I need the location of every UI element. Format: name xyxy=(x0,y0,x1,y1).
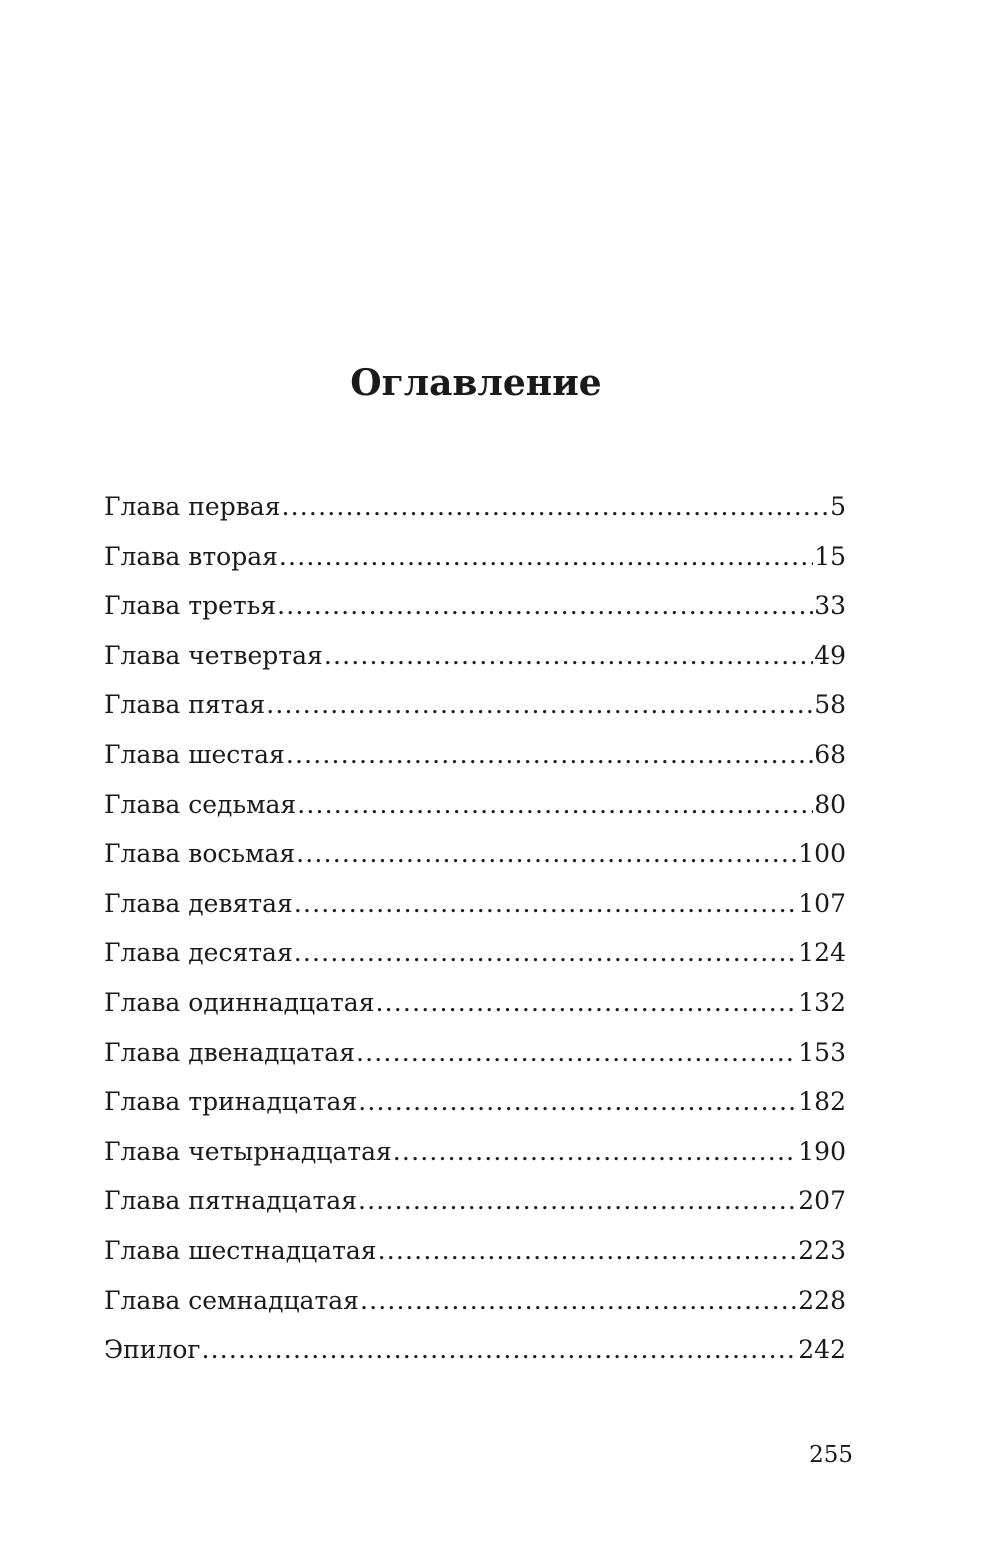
toc-entry-title: Эпилог xyxy=(104,1335,201,1365)
toc-entry-page: 207 xyxy=(798,1186,846,1216)
dot-leader xyxy=(294,928,798,978)
dot-leader xyxy=(324,631,813,681)
toc-entry-page: 182 xyxy=(798,1087,846,1117)
toc-entry-title: Глава двенадцатая xyxy=(104,1037,355,1067)
toc-entry-title: Глава тринадцатая xyxy=(104,1087,358,1117)
toc-entry[interactable] xyxy=(104,1077,846,1127)
toc-entry-page: 49 xyxy=(814,640,846,670)
toc-entry-title: Глава семнадцатая xyxy=(104,1285,359,1315)
toc-entry-title: Глава шестнадцатая xyxy=(104,1235,377,1265)
dot-leader xyxy=(279,532,813,582)
toc-entry[interactable] xyxy=(104,1276,846,1326)
toc-entry-title: Глава четвертая xyxy=(104,640,323,670)
dot-leader xyxy=(358,1176,797,1226)
toc-entry[interactable] xyxy=(104,482,846,532)
toc-entry-page: 80 xyxy=(814,789,846,819)
toc-entry[interactable] xyxy=(104,879,846,929)
toc-entry-page: 223 xyxy=(798,1235,846,1265)
toc-entry-page: 58 xyxy=(814,690,846,720)
toc-entry-page: 242 xyxy=(798,1335,846,1365)
toc-entry[interactable] xyxy=(104,680,846,730)
toc-entry-page: 190 xyxy=(798,1136,846,1166)
toc-entry-title: Глава девятая xyxy=(104,888,293,918)
dot-leader xyxy=(286,730,813,780)
toc-entry-title: Глава четырнадцатая xyxy=(104,1136,392,1166)
toc-entry-title: Глава одиннадцатая xyxy=(104,987,375,1017)
toc-entry-page: 153 xyxy=(798,1037,846,1067)
toc-entry-title: Глава восьмая xyxy=(104,839,296,869)
toc-entry-page: 132 xyxy=(798,987,846,1017)
toc-entry-title: Глава пятнадцатая xyxy=(104,1186,357,1216)
toc-entry-title: Глава седьмая xyxy=(104,789,297,819)
dot-leader xyxy=(356,1028,797,1078)
toc-entry[interactable] xyxy=(104,1127,846,1177)
toc-entry[interactable] xyxy=(104,829,846,879)
dot-leader xyxy=(296,829,797,879)
toc-entry[interactable] xyxy=(104,780,846,830)
page-title: Оглавление xyxy=(350,362,602,404)
dot-leader xyxy=(281,482,829,532)
toc-entry-page: 68 xyxy=(814,739,846,769)
dot-leader xyxy=(378,1226,798,1276)
toc-entry-title: Глава вторая xyxy=(104,541,278,571)
toc-entry[interactable] xyxy=(104,631,846,681)
dot-leader xyxy=(277,581,813,631)
toc-entry[interactable] xyxy=(104,1226,846,1276)
toc-entry-page: 107 xyxy=(798,888,846,918)
dot-leader xyxy=(393,1127,798,1177)
dot-leader xyxy=(297,780,813,830)
toc-entry[interactable] xyxy=(104,532,846,582)
toc-entry[interactable] xyxy=(104,581,846,631)
dot-leader xyxy=(375,978,797,1028)
toc-entry-title: Глава пятая xyxy=(104,690,266,720)
dot-leader xyxy=(201,1325,797,1375)
page-number: 255 xyxy=(809,1442,853,1468)
toc-entry-page: 33 xyxy=(814,591,846,621)
toc-entry-page: 100 xyxy=(798,839,846,869)
dot-leader xyxy=(294,879,797,929)
dot-leader xyxy=(266,680,813,730)
toc-entry[interactable] xyxy=(104,928,846,978)
toc-entry-title: Глава десятая xyxy=(104,938,293,968)
toc-entry[interactable] xyxy=(104,1325,846,1375)
toc-entry[interactable] xyxy=(104,978,846,1028)
toc-entry-page: 5 xyxy=(830,492,846,521)
toc-entry[interactable] xyxy=(104,1028,846,1078)
toc-entry-page: 15 xyxy=(814,541,846,571)
toc-entry[interactable] xyxy=(104,1176,846,1226)
dot-leader xyxy=(360,1276,797,1326)
toc-entry[interactable] xyxy=(104,730,846,780)
toc-entry-page: 124 xyxy=(798,938,846,968)
toc-entry-title: Глава первая xyxy=(104,492,281,521)
toc-entry-page: 228 xyxy=(798,1285,846,1315)
table-of-contents xyxy=(104,482,846,1375)
dot-leader xyxy=(358,1077,797,1127)
toc-entry-title: Глава шестая xyxy=(104,739,285,769)
toc-entry-title: Глава третья xyxy=(104,591,277,621)
